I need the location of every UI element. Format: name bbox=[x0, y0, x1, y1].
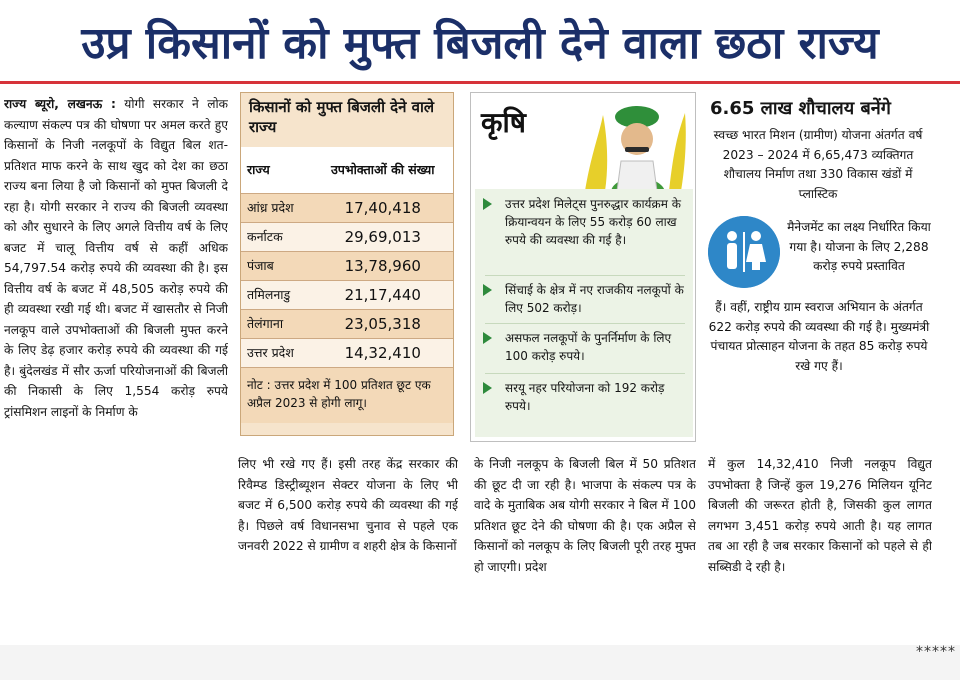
count-cell: 14,32,410 bbox=[312, 338, 453, 367]
table-row bbox=[241, 222, 453, 251]
table-row bbox=[241, 309, 453, 338]
page-bottom bbox=[0, 645, 960, 680]
state-cell: तमिलनाडु bbox=[241, 280, 312, 309]
count-cell: 21,17,440 bbox=[312, 280, 453, 309]
arrow-right-icon bbox=[483, 382, 492, 394]
state-cell: आंध्र प्रदेश bbox=[241, 193, 312, 222]
states-table bbox=[241, 147, 453, 367]
table-note: नोट : उत्तर प्रदेश में 100 प्रतिशत छूट एक अप्रैल 2023 से होगी लागू। bbox=[241, 367, 453, 423]
arrow-right-icon bbox=[483, 332, 492, 344]
table-title: किसानों को मुफ्त बिजली देने वाले राज्य bbox=[249, 98, 435, 136]
toilet-title: 6.65 लाख शौचालय बनेंगे bbox=[710, 98, 891, 119]
table-row bbox=[241, 280, 453, 309]
headline: उप्र किसानों को मुफ्त बिजली देने वाला छठा राज्य bbox=[0, 0, 960, 84]
article-text-1: योगी सरकार ने लोक कल्याण संकल्प पत्र की घोषणा पर अमल करते हुए किसानों के निजी नलकूपों के विद्युत बिल शत-प्रतिशत माफ करने के साथ खुद को देश का छठा राज्य बना लिया है जो किसानों को मुफ्त बिजली दे रहा है। योगी सरकार ने राज्य की बिजली व्यवस्था को और सुधारने के लिए अगले वित्तीय वर्ष के लिए बजट में चालू वित्तीय वर्ष से कहीं अधिक 54,797.54 करोड़ रुपये की व्यवस्था की है। इस वित्तीय वर्ष के बजट में 48,505 करोड़ रुपये की ही व्यवस्था रखी गई थी। बजट में खासतौर से निजी नलकूप वाले उपभोक्ताओं की बिजली मुफ्त करने के लिए डेढ़ हजार करोड़ रुपये की व्यवस्था की गई है। बुंदेलखंड में सौर ऊर्जा परियोजनाओं की बिजली की निकासी के लिए 1,554 करोड़ रुपये ट्रांसमिशन लाइनों के निर्माण के bbox=[4, 97, 228, 419]
divider bbox=[485, 275, 685, 276]
list-item: सरयू नहर परियोजना को 192 करोड़ रुपये। bbox=[475, 379, 693, 415]
toilet-rest-text: हैं। वहीं, राष्ट्रीय ग्राम स्वराज अभियान के अंतर्गत 622 करोड़ रुपये की व्यवस्था की गई है। मुख्यमंत्री पंचायत प्रोत्साहन योजना के तहत 85 करोड़ रुपये रखे गए हैं। bbox=[708, 300, 930, 373]
list-item: सिंचाई के क्षेत्र में नए राजकीय नलकूपों के लिए 502 करोड़। bbox=[475, 281, 693, 317]
state-cell: तेलंगाना bbox=[241, 309, 312, 338]
count-cell: 17,40,418 bbox=[312, 193, 453, 222]
state-cell: उत्तर प्रदेश bbox=[241, 338, 312, 367]
count-cell: 29,69,013 bbox=[312, 222, 453, 251]
krishi-title: कृषि bbox=[481, 106, 526, 139]
arrow-right-icon bbox=[483, 198, 492, 210]
table-row bbox=[241, 251, 453, 280]
article-column-3: के निजी नलकूप के बिजली बिल में 50 प्रतिशत की छूट दी जा रही है। भाजपा के संकल्प पत्र के वादे के मुताबिक अब योगी सरकार ने बिल में 100 प्रतिशत छूट देने की घोषणा की है। एक अप्रैल से किसानों को नलकूप के लिए बिजली पूरी तरह मुफ्त हो जाएगी। प्रदेश bbox=[474, 457, 696, 574]
table-row bbox=[241, 193, 453, 222]
divider bbox=[485, 323, 685, 324]
stars-mark: ***** bbox=[916, 644, 956, 660]
toilet-box bbox=[706, 92, 934, 442]
divider bbox=[485, 373, 685, 374]
article-column-4: में कुल 14,32,410 निजी नलकूप विद्युत उपभोक्ता है जिन्हें कुल 19,276 मिलियन यूनिट बिजली की जरूरत होती है, जिसकी कुल लागत लगभग 3,451 करोड़ रुपये आती है। यह लागत तब आ रही है जब सरकार किसानों को पहले से ही सब्सिडी दे रही है। bbox=[708, 457, 932, 574]
count-cell: 23,05,318 bbox=[312, 309, 453, 338]
states-table-box bbox=[240, 92, 454, 436]
arrow-right-icon bbox=[483, 284, 492, 296]
column-header-state: राज्य bbox=[241, 147, 312, 193]
toilet-side-text: मैनेजमेंट का लक्ष्य निर्धारित किया गया है। योजना के लिए 2,288 करोड़ रुपये प्रस्तावित bbox=[787, 220, 931, 273]
state-cell: पंजाब bbox=[241, 251, 312, 280]
count-cell: 13,78,960 bbox=[312, 251, 453, 280]
state-cell: कर्नाटक bbox=[241, 222, 312, 251]
table-row bbox=[241, 338, 453, 367]
article-column-2: लिए भी रखे गए हैं। इसी तरह केंद्र सरकार की रिवैम्प्ड डिस्ट्रीब्यूशन सेक्टर योजना के लिए भी बजट में 6,500 करोड़ रुपये की व्यवस्था की गई है। पिछले वर्ष विधानसभा चुनाव से पहले एक जनवरी 2022 से ग्रामीण व शहरी क्षेत्र के किसानों bbox=[238, 457, 458, 553]
list-item: उत्तर प्रदेश मिलेट्स पुनरुद्धार कार्यक्रम के क्रियान्वयन के लिए 55 करोड़ 60 लाख रुपये की व्यवस्था की गई है। bbox=[475, 195, 693, 249]
toilet-text: स्वच्छ भारत मिशन (ग्रामीण) योजना अंतर्गत वर्ष 2023 – 2024 में 6,65,473 व्यक्तिगत शौचालय निर्माण तथा 330 विकास खंडों में प्लास्टिक bbox=[713, 128, 923, 201]
farmer-illustration-icon bbox=[581, 95, 693, 191]
article-column-1 bbox=[4, 94, 228, 638]
column-header-consumers: उपभोक्ताओं की संख्या bbox=[312, 147, 453, 193]
restroom-icon bbox=[708, 216, 780, 288]
krishi-box bbox=[470, 92, 696, 442]
list-item: असफल नलकूपों के पुनर्निर्माण के लिए 100 करोड़ रुपये। bbox=[475, 329, 693, 365]
byline: राज्य ब्यूरो, लखनऊ : bbox=[4, 97, 116, 111]
krishi-list bbox=[475, 189, 693, 437]
